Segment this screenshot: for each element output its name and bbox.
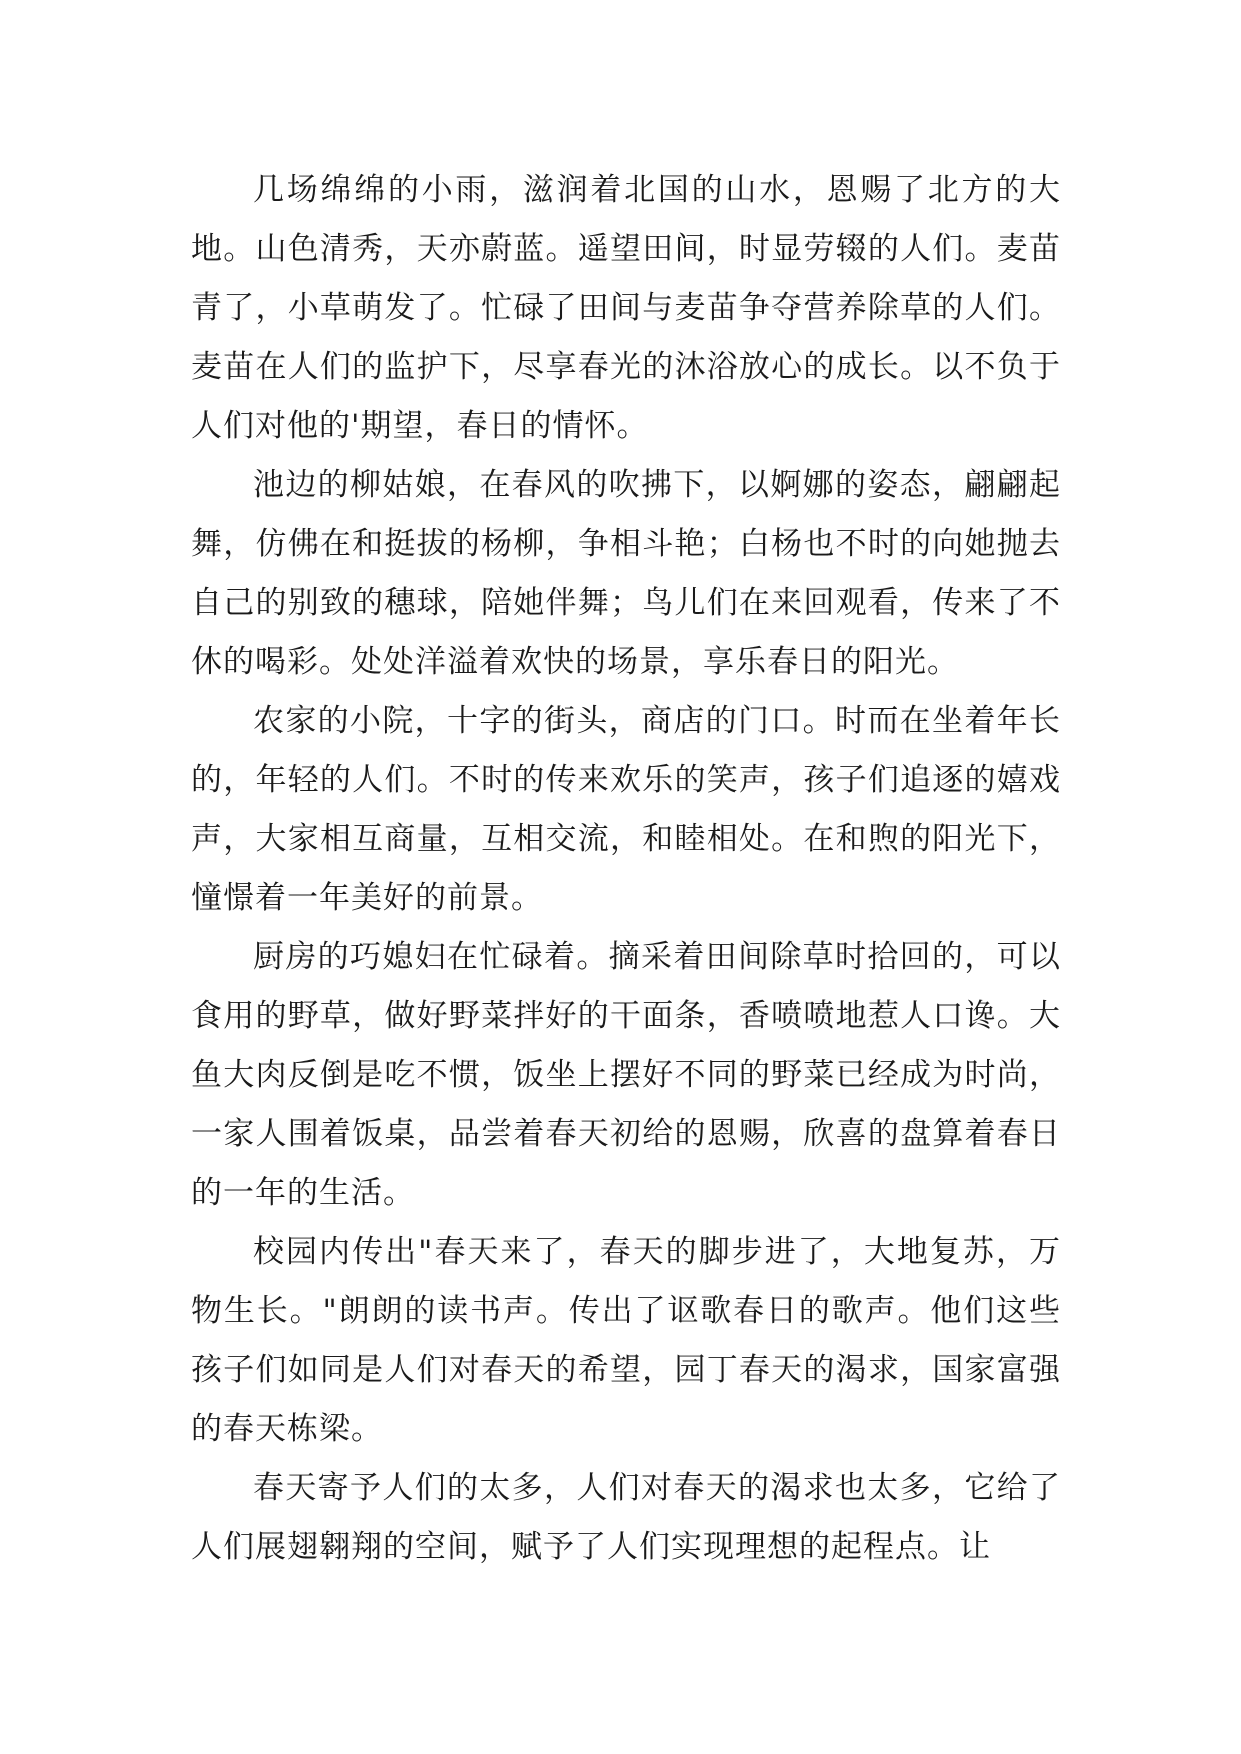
paragraph-5: 校园内传出"春天来了，春天的脚步进了，大地复苏，万物生长。"朗朗的读书声。传出了讴歌春日的歌声。他们这些孩子们如同是人们对春天的希望，园丁春天的渴求，国家富强的春天栋梁。 (191, 1234, 1061, 1447)
paragraph-3: 农家的小院，十字的街头，商店的门口。时而在坐着年长的，年轻的人们。不时的传来欢乐的笑声，孩子们追逐的嬉戏声，大家相互商量，互相交流，和睦相处。在和煦的阳光下，憧憬着一年美好的前景。 (191, 703, 1061, 916)
document-body (191, 161, 1061, 1577)
paragraph-1: 几场绵绵的小雨，滋润着北国的山水，恩赐了北方的大地。山色清秀，天亦蔚蓝。遥望田间，时显劳辍的人们。麦苗青了，小草萌发了。忙碌了田间与麦苗争夺营养除草的人们。麦苗在人们的监护下，尽享春光的沐浴放心的成长。以不负于人们对他的'期望，春日的情怀。 (191, 172, 1061, 444)
paragraph-6: 春天寄予人们的太多，人们对春天的渴求也太多，它给了人们展翅翱翔的空间，赋予了人们实现理想的起程点。让 (191, 1470, 1061, 1565)
paragraph-2: 池边的柳姑娘，在春风的吹拂下，以婀娜的姿态，翩翩起舞，仿佛在和挺拔的杨柳，争相斗艳；白杨也不时的向她抛去自己的别致的穗球，陪她伴舞；鸟儿们在来回观看，传来了不休的喝彩。处处洋溢着欢快的场景，享乐春日的阳光。 (191, 467, 1061, 680)
paragraph-4: 厨房的巧媳妇在忙碌着。摘采着田间除草时拾回的，可以食用的野草，做好野菜拌好的干面条，香喷喷地惹人口谗。大鱼大肉反倒是吃不惯，饭坐上摆好不同的野菜已经成为时尚，一家人围着饭桌，品尝着春天初给的恩赐，欣喜的盘算着春日的一年的生活。 (191, 939, 1061, 1211)
